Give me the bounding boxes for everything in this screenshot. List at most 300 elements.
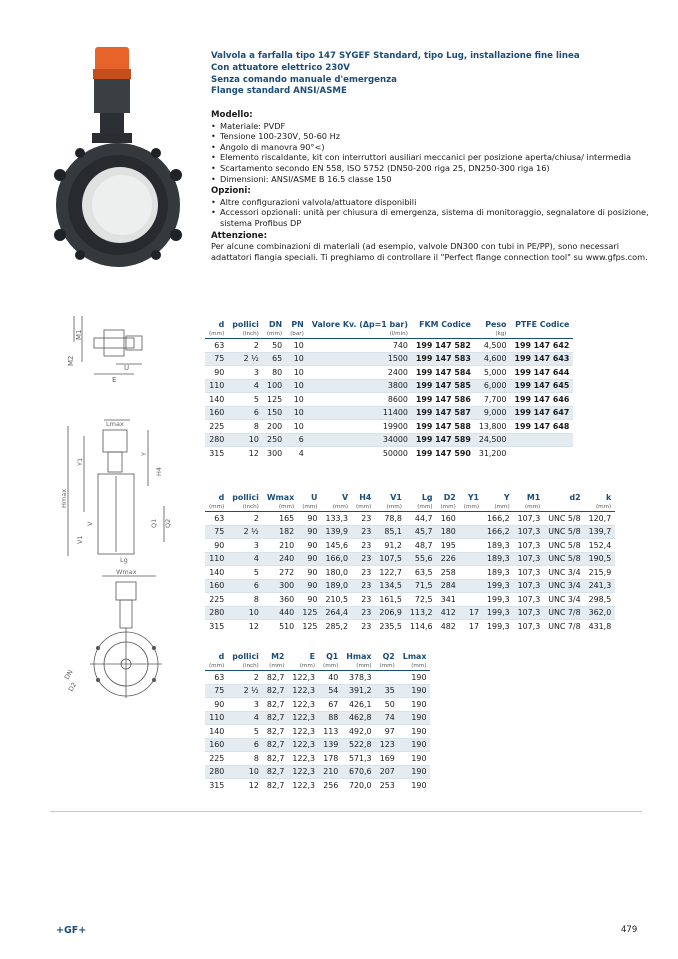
column-header: H4 — [359, 493, 372, 502]
label-y: Y — [140, 452, 148, 456]
label-e: E — [112, 376, 117, 384]
table-cell: 71,5 — [406, 579, 437, 593]
table-cell: 210 — [263, 539, 298, 553]
table-cell — [510, 433, 573, 447]
table-cell: 241,3 — [585, 579, 616, 593]
table-cell: 178 — [319, 752, 342, 766]
label-m1: M1 — [75, 329, 83, 340]
table-cell: 200 — [263, 420, 286, 434]
table-cell: 82,7 — [263, 711, 289, 725]
table-cell: UNC 5/8 — [544, 552, 584, 566]
table-cell: 90 — [298, 566, 321, 580]
table-cell: 8 — [228, 420, 263, 434]
table-cell: 160 — [205, 738, 228, 752]
table-row — [205, 566, 615, 580]
table-cell: UNC 5/8 — [544, 512, 584, 526]
table-row — [205, 752, 430, 766]
table-cell: 139 — [319, 738, 342, 752]
label-wmax: Wmax — [116, 568, 137, 576]
column-unit: (mm) — [376, 662, 399, 671]
table-row — [205, 671, 430, 685]
title-line-2: Con attuatore elettrico 230V — [211, 62, 350, 73]
modello-item: • Scartamento secondo EN 558, ISO 5752 (DN50-200 riga 25, DN250-300 riga 16) — [211, 163, 651, 174]
table-cell: 391,2 — [342, 684, 375, 698]
table-cell: 125 — [298, 620, 321, 633]
table-cell: 195 — [437, 539, 460, 553]
column-unit: (mm) — [205, 330, 228, 339]
table-cell: 82,7 — [263, 684, 289, 698]
table-cell: UNC 7/8 — [544, 620, 584, 633]
table-cell: 122,3 — [288, 698, 319, 712]
table-cell: 5 — [228, 566, 263, 580]
column-unit: (mm) — [298, 503, 321, 512]
table-dimensions-1 — [205, 493, 615, 633]
table-cell: 740 — [308, 339, 412, 353]
table-cell: 285,2 — [321, 620, 352, 633]
table-cell: 720,0 — [342, 779, 375, 792]
table-cell — [376, 671, 399, 685]
table-cell: 180,0 — [321, 566, 352, 580]
modello-item: • Elemento riscaldante, kit con interruttori ausiliari meccanici per posizione aperta/chiusa/ intermedia — [211, 152, 651, 163]
table-cell: 24,500 — [475, 433, 511, 447]
table-cell: 107,3 — [514, 539, 545, 553]
table-cell: 140 — [205, 393, 228, 407]
label-y1: Y1 — [76, 457, 84, 466]
table-cell: 210 — [319, 765, 342, 779]
table-row — [205, 765, 430, 779]
column-unit: (mm) — [263, 503, 298, 512]
column-header: Valore Kv. (Δp=1 bar) — [311, 320, 408, 329]
column-unit: (inch) — [228, 503, 263, 512]
label-q2: Q2 — [164, 518, 172, 528]
table-cell: 199 147 647 — [510, 406, 573, 420]
table-header-row — [205, 320, 573, 330]
table-cell: 7,700 — [475, 393, 511, 407]
table-cell: 256 — [319, 779, 342, 792]
table-cell: 134,5 — [375, 579, 406, 593]
table-row — [205, 512, 615, 526]
table-cell: 199 147 588 — [412, 420, 475, 434]
table-cell: 75 — [205, 684, 228, 698]
table-cell: 140 — [205, 566, 228, 580]
table-cell: 199,3 — [483, 620, 514, 633]
table-cell: 74 — [376, 711, 399, 725]
table-cell: 72,5 — [406, 593, 437, 607]
column-header: U — [311, 493, 318, 502]
table-cell: 2 ½ — [228, 525, 263, 539]
table-cell: 412 — [437, 606, 460, 620]
table-cell: 82,7 — [263, 765, 289, 779]
table-cell: 199 147 644 — [510, 366, 573, 380]
table-cell: 90 — [298, 593, 321, 607]
table-cell: 6 — [286, 433, 308, 447]
column-header: E — [309, 652, 316, 661]
modello-item: • Dimensioni: ANSI/ASME B 16.5 classe 150 — [211, 174, 651, 185]
table-cell: 225 — [205, 752, 228, 766]
table-cell: 65 — [263, 352, 286, 366]
table-cell: UNC 7/8 — [544, 606, 584, 620]
table-cell: 4 — [286, 447, 308, 460]
table-cell: 258 — [437, 566, 460, 580]
table-cell: 3800 — [308, 379, 412, 393]
table-cell: 54 — [319, 684, 342, 698]
table-cell: 78,8 — [375, 512, 406, 526]
drawing-side-view — [58, 416, 178, 566]
column-unit: (mm) — [352, 503, 375, 512]
table-cell: 2 ½ — [228, 684, 263, 698]
table-cell: 5 — [228, 725, 263, 739]
table-cell: 90 — [298, 579, 321, 593]
column-header: pollici — [232, 652, 259, 661]
table-cell: 2 — [228, 671, 263, 685]
table-cell: 426,1 — [342, 698, 375, 712]
table-unit-row — [205, 662, 430, 671]
table-cell: 199,3 — [483, 606, 514, 620]
table-cell: 1500 — [308, 352, 412, 366]
column-header: M1 — [526, 493, 541, 502]
table-cell: 2 — [228, 339, 263, 353]
table-cell: 23 — [352, 566, 375, 580]
table-cell: 165 — [263, 512, 298, 526]
table-cell: 199 147 583 — [412, 352, 475, 366]
table-cell: 3 — [228, 698, 263, 712]
column-unit: (mm) — [321, 503, 352, 512]
table-row — [205, 352, 573, 366]
table-cell — [460, 525, 483, 539]
table-unit-row — [205, 503, 615, 512]
column-unit — [510, 330, 573, 339]
column-unit: (mm) — [205, 662, 228, 671]
table-cell: 120,7 — [585, 512, 616, 526]
column-unit: (mm) — [263, 662, 289, 671]
column-header: Hmax — [346, 652, 372, 661]
column-header: pollici — [232, 493, 259, 502]
product-description — [211, 110, 651, 262]
table-unit-row — [205, 330, 573, 339]
table-cell: 10 — [286, 352, 308, 366]
column-header: Q2 — [382, 652, 395, 661]
table-cell: 5 — [228, 393, 263, 407]
modello-list — [211, 121, 651, 185]
table-cell: 23 — [352, 606, 375, 620]
column-header: Wmax — [266, 493, 295, 502]
table-cell: 199 147 589 — [412, 433, 475, 447]
table-cell: 113 — [319, 725, 342, 739]
table-cell: 90 — [205, 366, 228, 380]
column-unit: (mm) — [483, 503, 514, 512]
table-cell: 6 — [228, 738, 263, 752]
table-cell: 31,200 — [475, 447, 511, 460]
opzioni-item: • Altre configurazioni valvola/attuatore disponibili — [211, 197, 651, 208]
attenzione-text: Per alcune combinazioni di materiali (ad esempio, valvole DN300 con tubi in PE/PP), sono necessari adattatori flangia speciali. Ti preghiamo di controllare il "Perfect flange connection tool" su www.gfps.com. — [211, 241, 648, 262]
table-cell: 9,000 — [475, 406, 511, 420]
table-cell: 90 — [298, 525, 321, 539]
table-cell: 169 — [376, 752, 399, 766]
column-header: FKM Codice — [419, 320, 471, 329]
table-cell: 3 — [228, 366, 263, 380]
table-cell: 300 — [263, 447, 286, 460]
column-unit: (mm) — [375, 503, 406, 512]
column-unit: (kg) — [475, 330, 511, 339]
table-cell: 10 — [228, 765, 263, 779]
table-cell: 63 — [205, 671, 228, 685]
table-row — [205, 593, 615, 607]
product-title — [211, 51, 651, 98]
column-unit: (l/min) — [308, 330, 412, 339]
table-cell: 199 147 586 — [412, 393, 475, 407]
table-cell: 90 — [205, 539, 228, 553]
table-cell: 4 — [228, 711, 263, 725]
table-cell: 110 — [205, 379, 228, 393]
label-d2: D2 — [66, 681, 79, 693]
table-cell: 190 — [399, 752, 431, 766]
table-cell — [460, 539, 483, 553]
table-cell: 300 — [263, 579, 298, 593]
table-cell: 190 — [399, 765, 431, 779]
column-header: PN — [291, 320, 304, 329]
label-v: V — [86, 521, 94, 526]
table-cell: 34000 — [308, 433, 412, 447]
table-cell: 90 — [298, 539, 321, 553]
table-cell: 50 — [263, 339, 286, 353]
column-header: d — [218, 493, 225, 502]
table-cell: 139,9 — [321, 525, 352, 539]
table-cell: 122,3 — [288, 725, 319, 739]
table-cell: 107,3 — [514, 606, 545, 620]
table-cell: 107,3 — [514, 620, 545, 633]
table-cell: 75 — [205, 525, 228, 539]
table-cell: 17 — [460, 606, 483, 620]
table-cell: 50 — [376, 698, 399, 712]
table-cell: 182 — [263, 525, 298, 539]
table-cell: 10 — [228, 606, 263, 620]
table-row — [205, 711, 430, 725]
column-header: d2 — [569, 493, 581, 502]
table-cell: 10 — [286, 379, 308, 393]
table-cell: UNC 5/8 — [544, 525, 584, 539]
table-cell: 210,5 — [321, 593, 352, 607]
table-cell: 139,7 — [585, 525, 616, 539]
table-cell — [460, 566, 483, 580]
table-row — [205, 447, 573, 460]
column-header: DN — [268, 320, 283, 329]
column-unit — [544, 503, 584, 512]
table-cell: 48,7 — [406, 539, 437, 553]
gf-logo: +GF+ — [56, 925, 87, 936]
table-cell: 199 147 590 — [412, 447, 475, 460]
table-cell: 206,9 — [375, 606, 406, 620]
table-cell: 23 — [352, 525, 375, 539]
table-cell: 82,7 — [263, 738, 289, 752]
table-cell: 17 — [460, 620, 483, 633]
table-cell: 225 — [205, 593, 228, 607]
table-cell: 100 — [263, 379, 286, 393]
table-cell: 462,8 — [342, 711, 375, 725]
table-cell: 199 147 645 — [510, 379, 573, 393]
modello-item: • Angolo di manovra 90°<) — [211, 142, 651, 153]
table-row — [205, 393, 573, 407]
column-unit: (mm) — [460, 503, 483, 512]
table-cell — [460, 579, 483, 593]
column-unit: (mm) — [263, 330, 286, 339]
table-cell: 10 — [286, 420, 308, 434]
table-cell: 12 — [228, 779, 263, 792]
table-row — [205, 552, 615, 566]
table-cell: 440 — [263, 606, 298, 620]
column-unit: (mm) — [399, 662, 431, 671]
table-cell: 82,7 — [263, 779, 289, 792]
column-header: V — [341, 493, 349, 502]
table-cell: 199 147 585 — [412, 379, 475, 393]
table-cell: 82,7 — [263, 671, 289, 685]
table-cell: 298,5 — [585, 593, 616, 607]
title-line-3: Senza comando manuale d'emergenza — [211, 74, 397, 85]
table-cell: 284 — [437, 579, 460, 593]
table-cell — [460, 512, 483, 526]
table-cell: 207 — [376, 765, 399, 779]
table-cell: 226 — [437, 552, 460, 566]
table-row — [205, 725, 430, 739]
modello-item: • Tensione 100-230V, 50-60 Hz — [211, 131, 651, 142]
table-cell: 122,3 — [288, 711, 319, 725]
table-cell: 50000 — [308, 447, 412, 460]
table-cell: 110 — [205, 711, 228, 725]
table-cell: 91,2 — [375, 539, 406, 553]
table-cell: 125 — [263, 393, 286, 407]
label-m2: M2 — [67, 355, 75, 366]
table-row — [205, 433, 573, 447]
table-cell: 4 — [228, 379, 263, 393]
table-cell: 82,7 — [263, 698, 289, 712]
opzioni-item: • Accessori opzionali: unità per chiusura di emergenza, sistema di monitoraggio, segnalatore di posizione, sistema Profibus DP — [211, 207, 651, 228]
column-unit: (inch) — [228, 330, 263, 339]
table-cell: 140 — [205, 725, 228, 739]
table-cell: 90 — [298, 552, 321, 566]
column-header: V1 — [390, 493, 402, 502]
title-line-4: Flange standard ANSI/ASME — [211, 86, 347, 97]
table-cell — [460, 593, 483, 607]
column-unit: (mm) — [406, 503, 437, 512]
drawing-front-view — [64, 568, 184, 700]
table-cell: 215,9 — [585, 566, 616, 580]
table-cell: 240 — [263, 552, 298, 566]
page-number: 479 — [621, 925, 638, 935]
table-cell: 199,3 — [483, 579, 514, 593]
table-cell: 23 — [352, 512, 375, 526]
table-header-row — [205, 652, 430, 662]
column-header: Y1 — [467, 493, 480, 502]
table-cell: UNC 3/4 — [544, 593, 584, 607]
table-cell: 75 — [205, 352, 228, 366]
table-cell: 107,3 — [514, 525, 545, 539]
table-cell: 80 — [263, 366, 286, 380]
table-cell: 67 — [319, 698, 342, 712]
column-unit — [412, 330, 475, 339]
table-row — [205, 698, 430, 712]
table-cell: 107,3 — [514, 593, 545, 607]
table-row — [205, 366, 573, 380]
table-cell: 35 — [376, 684, 399, 698]
table-cell: UNC 3/4 — [544, 579, 584, 593]
table-cell: 190 — [399, 779, 431, 792]
column-header: D2 — [443, 493, 456, 502]
table-cell: UNC 3/4 — [544, 566, 584, 580]
table-header-row — [205, 493, 615, 503]
table-cell: 133,3 — [321, 512, 352, 526]
table-cell: 3 — [228, 539, 263, 553]
table-row — [205, 339, 573, 353]
table-cell: 63 — [205, 339, 228, 353]
table-cell: 431,8 — [585, 620, 616, 633]
table-row — [205, 420, 573, 434]
table-cell: 189,3 — [483, 566, 514, 580]
table-cell: 97 — [376, 725, 399, 739]
footer-divider — [50, 811, 642, 812]
column-unit: (mm) — [437, 503, 460, 512]
table-cell: 107,3 — [514, 552, 545, 566]
table-cell: 23 — [352, 620, 375, 633]
label-hmax: Hmax — [60, 488, 68, 508]
table-cell: 110 — [205, 552, 228, 566]
column-header: Peso — [485, 320, 507, 329]
table-row — [205, 539, 615, 553]
column-header: PTFE Codice — [515, 320, 570, 329]
table-cell: 199 147 642 — [510, 339, 573, 353]
table-cell: 10 — [286, 406, 308, 420]
table-cell: 522,8 — [342, 738, 375, 752]
table-cell: 190 — [399, 725, 431, 739]
column-unit: (mm) — [585, 503, 616, 512]
table-cell: 10 — [286, 366, 308, 380]
table-cell: 122,7 — [375, 566, 406, 580]
table-cell: 114,6 — [406, 620, 437, 633]
table-row — [205, 684, 430, 698]
table-cell: 10 — [286, 339, 308, 353]
label-v1: V1 — [76, 535, 84, 544]
column-unit: (mm) — [514, 503, 545, 512]
table-cell: 199 147 582 — [412, 339, 475, 353]
table-cell: 280 — [205, 606, 228, 620]
column-unit: (inch) — [228, 662, 263, 671]
table-cell: 82,7 — [263, 752, 289, 766]
table-cell: 63,5 — [406, 566, 437, 580]
label-dn: DN — [62, 668, 75, 681]
table-cell: 6 — [228, 579, 263, 593]
table-cell: 90 — [205, 698, 228, 712]
table-cell: 63 — [205, 512, 228, 526]
table-cell: 122,3 — [288, 671, 319, 685]
table-cell: 122,3 — [288, 684, 319, 698]
table-cell: 8 — [228, 752, 263, 766]
table-row — [205, 620, 615, 633]
table-cell: 4 — [228, 552, 263, 566]
column-header: Q1 — [326, 652, 339, 661]
table-cell: 264,4 — [321, 606, 352, 620]
table-cell: 482 — [437, 620, 460, 633]
table-cell: 19900 — [308, 420, 412, 434]
table-cell: 315 — [205, 779, 228, 792]
table-cell: 44,7 — [406, 512, 437, 526]
table-cell: 152,4 — [585, 539, 616, 553]
table-cell: 190 — [399, 711, 431, 725]
table-row — [205, 379, 573, 393]
opzioni-list — [211, 197, 651, 229]
column-unit: (mm) — [288, 662, 319, 671]
drawing-top-view — [64, 312, 174, 384]
table-cell: 145,6 — [321, 539, 352, 553]
table-cell: 2400 — [308, 366, 412, 380]
table-cell: 315 — [205, 620, 228, 633]
